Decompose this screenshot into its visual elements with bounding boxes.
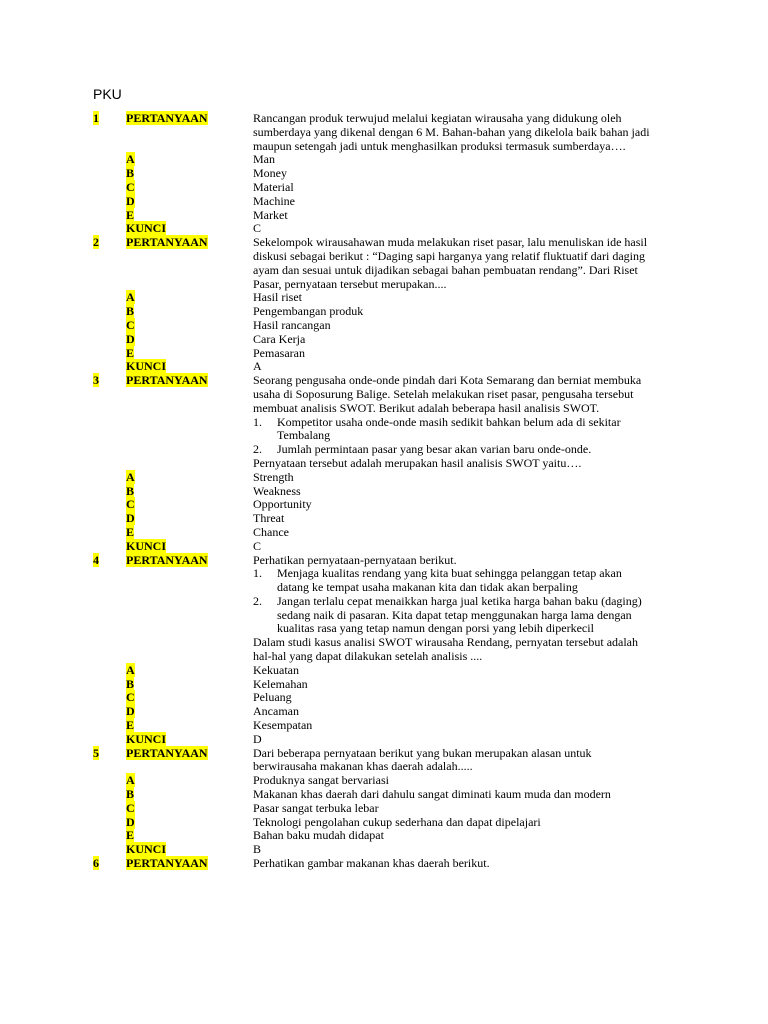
question-document xyxy=(93,112,653,871)
option-letter-cell xyxy=(126,719,253,733)
statement-text: Menjaga kualitas rendang yang kita buat sehingga pelanggan tetap akan datang ke tempat usaha makanan kita dan tidak akan berpaling xyxy=(277,566,622,595)
question-number: 4 xyxy=(93,552,99,567)
option-text: Weakness xyxy=(253,483,301,498)
option-text: Opportunity xyxy=(253,497,312,512)
option-letter-cell xyxy=(126,829,253,843)
question-row xyxy=(93,747,653,775)
option-row xyxy=(93,291,653,305)
option-letter-cell xyxy=(126,816,253,830)
answer-key-label: KUNCI xyxy=(126,221,167,236)
option-text: Peluang xyxy=(253,690,292,705)
option-row xyxy=(93,719,653,733)
option-letter-cell xyxy=(126,705,253,719)
statement-number: 1. xyxy=(253,566,262,581)
question-body xyxy=(253,857,653,871)
option-row xyxy=(93,705,653,719)
question-row xyxy=(93,374,653,471)
option-text: Teknologi pengolahan cukup sederhana dan dapat dipelajari xyxy=(253,814,541,829)
option-row xyxy=(93,485,653,499)
option-letter: B xyxy=(126,304,135,319)
option-letter: B xyxy=(126,676,135,691)
option-letter: B xyxy=(126,483,135,498)
option-letter-cell xyxy=(126,678,253,692)
option-letter-cell xyxy=(126,485,253,499)
option-text: Cara Kerja xyxy=(253,331,306,346)
answer-key-label-cell xyxy=(126,733,253,747)
option-letter-cell xyxy=(126,333,253,347)
question-number: 3 xyxy=(93,373,99,388)
option-letter: A xyxy=(126,290,135,305)
option-letter: C xyxy=(126,497,135,512)
option-text: Produknya sangat bervariasi xyxy=(253,773,389,788)
option-text: Chance xyxy=(253,524,289,539)
option-letter-cell xyxy=(126,305,253,319)
option-letter: E xyxy=(126,828,135,843)
option-letter: C xyxy=(126,179,135,194)
option-letter-cell xyxy=(126,153,253,167)
question-number: 2 xyxy=(93,235,99,250)
option-letter: C xyxy=(126,317,135,332)
option-letter-cell xyxy=(126,664,253,678)
option-letter-cell xyxy=(126,291,253,305)
page-header: PKU xyxy=(93,86,122,102)
answer-key-label: KUNCI xyxy=(126,538,167,553)
option-text: Money xyxy=(253,166,287,181)
statement-text: Jangan terlalu cepat menaikkan harga jual ketika harga bahan baku (daging) sedang naik di pasaran. Kita dapat tetap menggunakan harga lama dengan kualitas rasa yang tetap namun dengan porsi yang lebih diperkecil xyxy=(277,593,642,636)
option-row xyxy=(93,816,653,830)
option-text: Pengembangan produk xyxy=(253,304,364,319)
option-text: Man xyxy=(253,152,275,167)
question-label-cell xyxy=(126,236,253,250)
option-row xyxy=(93,498,653,512)
question-body xyxy=(253,747,653,775)
option-letter-cell xyxy=(126,512,253,526)
option-row xyxy=(93,333,653,347)
statement-text: Kompetitor usaha onde-onde masih sedikit bahkan belum ada di sekitar Tembalang xyxy=(277,414,621,443)
question-text: Seorang pengusaha onde-onde pindah dari Kota Semarang dan berniat membuka usaha di Soposurung Balige. Setelah melakukan riset pasar, pengusaha tersebut membuat analisis SWOT. Berikut adalah beberapa hasil analisis SWOT. xyxy=(253,373,642,415)
question-label: PERTANYAAN xyxy=(126,111,208,125)
question-label-cell xyxy=(126,112,253,126)
option-text: Bahan baku mudah didapat xyxy=(253,828,384,843)
option-text: Hasil riset xyxy=(253,290,302,305)
answer-key-label-cell xyxy=(126,360,253,374)
option-text: Hasil rancangan xyxy=(253,317,331,332)
question-label: PERTANYAAN xyxy=(126,373,208,388)
answer-key-value: A xyxy=(253,359,262,374)
option-row xyxy=(93,788,653,802)
option-letter: E xyxy=(126,207,135,222)
option-letter-cell xyxy=(126,319,253,333)
statement-number: 2. xyxy=(253,593,262,608)
option-letter: E xyxy=(126,345,135,360)
option-row xyxy=(93,512,653,526)
option-text: Strength xyxy=(253,469,294,484)
question-body xyxy=(253,236,653,291)
option-text: Kelemahan xyxy=(253,676,308,691)
option-row xyxy=(93,195,653,209)
option-letter: B xyxy=(126,166,135,181)
option-row xyxy=(93,319,653,333)
statement-item xyxy=(253,416,653,444)
option-row xyxy=(93,471,653,485)
question-followup: Dalam studi kasus analisi SWOT wirausaha Rendang, pernyatan tersebut adalah hal-hal yang dapat dilakukan setelah analisis .... xyxy=(253,635,639,664)
option-text: Kekuatan xyxy=(253,662,299,677)
question-body xyxy=(253,554,653,664)
question-number-cell xyxy=(93,236,126,250)
answer-key-label-cell xyxy=(126,222,253,236)
option-row xyxy=(93,347,653,361)
option-letter: D xyxy=(126,331,135,346)
answer-key-row xyxy=(93,360,653,374)
option-text: Ancaman xyxy=(253,704,299,719)
option-letter-cell xyxy=(126,774,253,788)
option-letter: C xyxy=(126,800,135,815)
option-letter: E xyxy=(126,524,135,539)
option-letter-cell xyxy=(126,691,253,705)
option-row xyxy=(93,167,653,181)
question-number-cell xyxy=(93,857,126,871)
option-text: Market xyxy=(253,207,288,222)
answer-key-row xyxy=(93,222,653,236)
answer-key-row xyxy=(93,733,653,747)
option-letter-cell xyxy=(126,195,253,209)
option-row xyxy=(93,691,653,705)
option-text: Kesempatan xyxy=(253,718,313,733)
option-row xyxy=(93,664,653,678)
question-number: 1 xyxy=(93,111,99,125)
option-row xyxy=(93,829,653,843)
answer-key-row xyxy=(93,540,653,554)
option-letter: D xyxy=(126,814,135,829)
statement-number: 2. xyxy=(253,442,262,457)
option-row xyxy=(93,305,653,319)
statement-item xyxy=(253,595,653,636)
option-row xyxy=(93,802,653,816)
option-text: Threat xyxy=(253,511,285,526)
option-row xyxy=(93,678,653,692)
option-letter-cell xyxy=(126,788,253,802)
question-row xyxy=(93,112,653,153)
option-letter: C xyxy=(126,690,135,705)
answer-key-label-cell xyxy=(126,843,253,857)
question-label-cell xyxy=(126,857,253,871)
option-letter-cell xyxy=(126,498,253,512)
question-label: PERTANYAAN xyxy=(126,745,208,760)
option-text: Material xyxy=(253,179,294,194)
question-label: PERTANYAAN xyxy=(126,856,208,871)
statement-list xyxy=(253,567,653,636)
option-letter: A xyxy=(126,152,135,167)
option-letter-cell xyxy=(126,526,253,540)
answer-key-label: KUNCI xyxy=(126,842,167,857)
option-letter-cell xyxy=(126,471,253,485)
option-letter-cell xyxy=(126,209,253,223)
question-label-cell xyxy=(126,374,253,388)
question-text: Perhatikan pernyataan-pernyataan berikut. xyxy=(253,552,457,567)
question-label: PERTANYAAN xyxy=(126,552,208,567)
answer-key-value: D xyxy=(253,731,262,746)
statement-item xyxy=(253,567,653,595)
answer-key-value: B xyxy=(253,842,262,857)
question-text: Rancangan produk terwujud melalui kegiatan wirausaha yang didukung oleh sumberdaya yang dikenal dengan 6 M. Bahan-bahan yang dikelola baik bahan jadi maupun setengah jadi untuk menghasilkan produksi termasuk sumberdaya…. xyxy=(253,111,650,153)
question-followup: Pernyataan tersebut adalah merupakan hasil analisis SWOT yaitu…. xyxy=(253,455,582,470)
option-letter: A xyxy=(126,773,135,788)
option-letter: B xyxy=(126,787,135,802)
option-letter: A xyxy=(126,469,135,484)
option-row xyxy=(93,209,653,223)
option-letter: D xyxy=(126,511,135,526)
question-text: Perhatikan gambar makanan khas daerah berikut. xyxy=(253,856,490,871)
question-row xyxy=(93,236,653,291)
statement-number: 1. xyxy=(253,414,262,429)
option-letter: E xyxy=(126,718,135,733)
question-number-cell xyxy=(93,374,126,388)
question-label-cell xyxy=(126,554,253,568)
answer-key-value: C xyxy=(253,538,262,553)
option-row xyxy=(93,774,653,788)
question-number: 6 xyxy=(93,856,99,871)
option-row xyxy=(93,181,653,195)
statement-text: Jumlah permintaan pasar yang besar akan varian baru onde-onde. xyxy=(277,442,592,457)
question-text: Sekelompok wirausahawan muda melakukan riset pasar, lalu menuliskan ide hasil diskusi sebagai berikut : “Daging sapi harganya yang relatif fluktuatif dari daging ayam dan sesuai untuk dijadikan sebagai bahan pembuatan rendang”. Dari Riset Pasar, pernyataan tersebut merupakan.... xyxy=(253,235,648,291)
question-text: Dari beberapa pernyataan berikut yang bukan merupakan alasan untuk berwirausaha makanan khas daerah adalah..... xyxy=(253,745,592,774)
option-letter-cell xyxy=(126,802,253,816)
question-row xyxy=(93,554,653,664)
option-text: Makanan khas daerah dari dahulu sangat diminati kaum muda dan modern xyxy=(253,787,611,802)
question-label-cell xyxy=(126,747,253,761)
answer-key-row xyxy=(93,843,653,857)
option-letter: D xyxy=(126,704,135,719)
answer-key-value: C xyxy=(253,221,262,236)
statement-item xyxy=(253,443,653,457)
answer-key-label: KUNCI xyxy=(126,731,167,746)
question-number-cell xyxy=(93,112,126,126)
option-text: Pasar sangat terbuka lebar xyxy=(253,800,379,815)
question-row xyxy=(93,857,653,871)
option-text: Machine xyxy=(253,193,295,208)
option-row xyxy=(93,526,653,540)
option-text: Pemasaran xyxy=(253,345,305,360)
option-letter: A xyxy=(126,662,135,677)
option-row xyxy=(93,153,653,167)
question-number-cell xyxy=(93,554,126,568)
answer-key-label-cell xyxy=(126,540,253,554)
answer-key-label: KUNCI xyxy=(126,359,167,374)
option-letter-cell xyxy=(126,347,253,361)
option-letter-cell xyxy=(126,167,253,181)
question-label: PERTANYAAN xyxy=(126,235,208,250)
question-body xyxy=(253,374,653,471)
option-letter-cell xyxy=(126,181,253,195)
question-body xyxy=(253,112,653,153)
question-number-cell xyxy=(93,747,126,761)
question-number: 5 xyxy=(93,745,99,760)
statement-list xyxy=(253,416,653,457)
option-letter: D xyxy=(126,193,135,208)
